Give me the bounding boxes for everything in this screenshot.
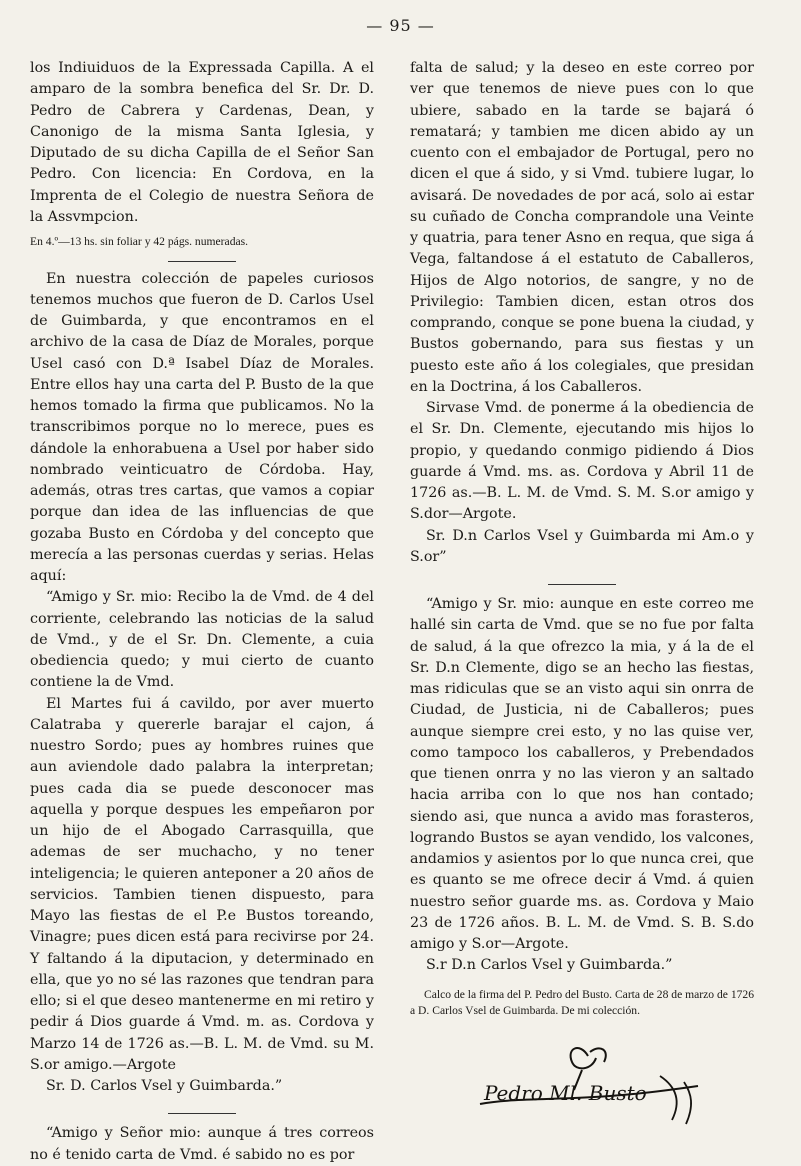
letter-2-addressee: Sr. D.n Carlos Vsel y Guimbarda mi Am.o y S.or” <box>410 527 754 565</box>
letter-1-addressee: Sr. D. Carlos Vsel y Guimbarda.” <box>46 1078 283 1094</box>
signature-icon <box>470 1034 710 1134</box>
letter-2-opening: “Amigo y Señor mio: aunque á tres correos no é tenido carta de Vmd. é sabido no es por <box>30 1125 374 1163</box>
letter-3-addressee: S.r D.n Carlos Vsel y Guimbarda.” <box>426 957 673 974</box>
page-number: — 95 — <box>366 16 435 35</box>
letter-2-closing: Sirvase Vmd. de ponerme á la obediencia de el Sr. Dn. Clemente, ejecutando mis hijos lo propio, y quedando conmigo pidiendo á Dios guarde á Vmd. ms. as. Cordova y Abril 11 de 1726 as.—B. L. M. de Vmd. S. M. S.or amigo y S.dor—Argote. <box>410 400 754 523</box>
bibliographic-note: En 4.º—13 hs. sin foliar y 42 págs. numeradas. <box>30 235 249 248</box>
left-column <box>30 58 374 1166</box>
letter-2-continuation: falta de salud; y la deseo en este correo por ver que tenemos de nieve pues con lo que ubiere, sabado en la tarde se bajará ó rematará; y tambien me dicen abido ay un cuento con el embajador de Portugal, pero no dicen el que á sido, y si Vmd. tubiere lugar, lo avisará. De novedades de por acá, solo ai estar su cuñado de Concha comprandole una Veinte y quatria, para tener Asno en requa, que siga á Vega, faltandose á el estatuto de Caballeros, Hijos de Algo notorios, de sangre, y no de Privilegio: Tambien dicen, estan otros dos comprando, conque se pone buena la ciudad, y Bustos gobernando, para sus fiestas y un puesto este año á los colegiales, que presidan en la Doctrina, á los Caballeros. <box>410 60 754 395</box>
separator-rule <box>410 574 754 594</box>
separator-rule <box>30 1103 374 1123</box>
paragraph-introduction: En nuestra colección de papeles curiosos tenemos muchos que fueron de D. Carlos Usel de Guimbarda, y que encontramos en el archivo de la casa de Díaz de Morales, porque Usel casó con D.ª Isabel Díaz de Morales. Entre ellos hay una carta del P. Busto de la que hemos tomado la firma que publicamos. No la transcribimos porque no lo merece, pues es dándole la enhorabuena a Usel por haber sido nombrado veinticuatro de Córdoba. Hay, además, otras tres cartas, que vamos a copiar porque dan idea de las influencias de que gozaba Busto en Córdoba y del concepto que merecía a las personas cuerdas y serias. Helas aquí: <box>30 270 374 584</box>
letter-1-body: El Martes fui á cavildo, por aver muerto Calatraba y quererle barajar el cajon, á nuestro Sordo; pues ay hombres ruines que aun aviendole dado palabra la interpretan; pues cada dia se puede desconocer mas aquella y porque despues les empeñaron por un hijo de el Abogado Carrasquilla, que ademas de ser muchacho, y no tener inteligencia; le quieren anteponer a 20 años de servicios. Tambien tienen dispuesto, para Mayo las fiestas de el P.e Bustos toreando, Vinagre; pues dicen está para recivirse por 24. Y faltando á la diputacion, y determinado en ella, que yo no sé las razones que tendran para ello; si el que deseo mantenerme en mi retiro y pedir á Dios guarde á Vmd. m. as. Cordova y Marzo 14 de 1726 as.—B. L. M. de Vmd. su M. S.or amigo.—Argote <box>30 695 374 1073</box>
letter-3-body: “Amigo y Sr. mio: aunque en este correo me hallé sin carta de Vmd. que se no fue por falta de salud, á la que ofrezco la mia, y á la de el Sr. D.n Clemente, digo se an hecho las fiestas, mas ridiculas que se an visto aqui sin onrra de Ciudad, de Justicia, ni de Caballeros; pues aunque siempre crei esto, y no las quise ver, como tampoco los caballeros, y Prebendados que tienen onrra y no las vieron y an saltado hacia arriba con lo que nos han contado; siendo asi, que nunca a avido mas forasteros, logrando Bustos se ayan vendido, los valcones, andamios y asientos por lo que nunca crei, que es quanto se me ofrece decir á Vmd. á quien nuestro señor guarde ms. as. Cordova y Maio 23 de 1726 años. B. L. M. de Vmd. S. B. S.do amigo y S.or—Argote. <box>410 596 754 952</box>
right-column <box>410 58 754 1134</box>
signature-facsimile <box>470 1034 710 1134</box>
signature-caption: Calco de la firma del P. Pedro del Busto. Carta de 28 de marzo de 1726 a D. Carlos Vsel de Guimbarda. De mi colección. <box>410 987 755 1017</box>
paragraph-imprint: los Indiuiduos de la Expressada Capilla. A el amparo de la sombra benefica del Sr. Dr. D. Pedro de Cabrera y Cardenas, Dean, y Canonigo de la misma Santa Iglesia, y Diputado de su dicha Capilla de el Señor San Pedro. Con licencia: En Cordova, en la Imprenta de el Colegio de nuestra Señora de la Assvmpcion. <box>30 60 374 225</box>
letter-1-opening: “Amigo y Sr. mio: Recibo la de Vmd. de 4 del corriente, celebrando las noticias de la salud de Vmd., y de el Sr. Dn. Clemente, a cuia obediencia quedo; y mui cierto de cuanto contiene la de Vmd. <box>30 589 374 691</box>
signature-text: Pedro Ml. Busto <box>484 1080 647 1105</box>
separator-rule <box>30 251 374 269</box>
